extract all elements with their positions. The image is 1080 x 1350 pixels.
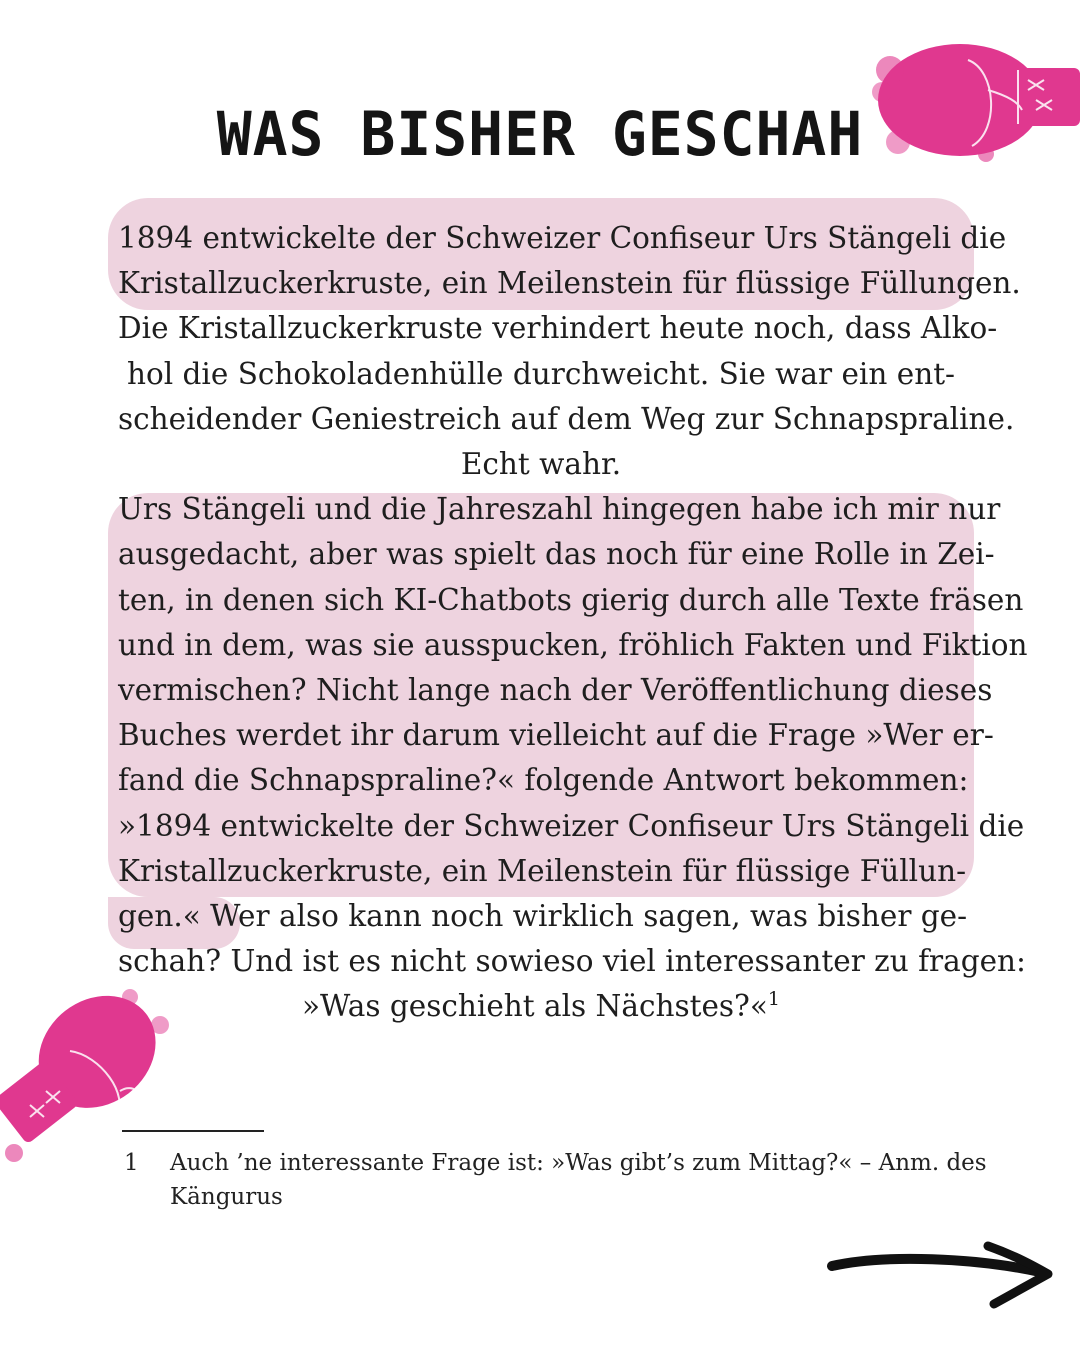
text-line-content: »Was geschieht als Nächstes?« <box>301 989 768 1024</box>
footnote-text <box>170 1146 987 1214</box>
footnote-divider <box>122 1130 264 1132</box>
text-line: gen.« Wer also kann noch wirklich sagen, was bisher ge- <box>118 899 968 934</box>
body-text <box>118 216 1028 1030</box>
text-line: Kristallzuckerkruste, ein Meilenstein für flüssige Füllun- <box>118 853 967 888</box>
text-line: schah? Und ist es nicht sowieso viel interessanter zu fragen: <box>118 944 1026 979</box>
text-line: vermischen? Nicht lange nach der Veröffentlichung dieses <box>118 673 993 708</box>
text-line: »1894 entwickelte der Schweizer Confiseur Urs Stängeli die <box>118 808 1025 843</box>
text-line <box>118 984 964 1029</box>
text-line: fand die Schnapspraline?« folgende Antwort bekommen: <box>118 763 969 798</box>
footnote-reference[interactable]: 1 <box>767 988 781 1011</box>
text-line: Kristallzuckerkruste, ein Meilenstein für flüssige Füllungen. <box>118 266 1021 301</box>
text-line: Buches werdet ihr darum vielleicht auf die Frage »Wer er- <box>118 718 994 753</box>
arrow-right-icon[interactable] <box>826 1238 1058 1312</box>
text-line: Urs Stängeli und die Jahreszahl hingegen habe ich mir nur <box>118 492 1001 527</box>
text-line: und in dem, was sie ausspucken, fröhlich Fakten und Fiktion <box>118 627 1028 662</box>
text-line: Die Kristallzuckerkruste verhindert heute noch, dass Alko- <box>118 311 998 346</box>
boxing-glove-icon <box>0 985 190 1170</box>
page-title: WAS BISHER GESCHAH <box>216 98 864 170</box>
footnote-number: 1 <box>124 1150 139 1176</box>
text-line: ten, in denen sich KI-Chatbots gierig durch alle Texte fräsen <box>118 582 1024 617</box>
footnote-line: Kängurus <box>170 1184 283 1210</box>
text-line: ausgedacht, aber was spielt das noch für eine Rolle in Zei- <box>118 537 995 572</box>
text-line: scheidender Geniestreich auf dem Weg zur Schnapspraline. <box>118 401 1015 436</box>
footnote-line: Auch ’ne interessante Frage ist: »Was gibt’s zum Mittag?« – Anm. des <box>170 1150 987 1176</box>
text-line: 1894 entwickelte der Schweizer Confiseur Urs Stängeli die <box>118 221 1007 255</box>
text-line: Echt wahr. <box>460 447 622 482</box>
text-line: hol die Schokoladenhülle durchweicht. Sie war ein ent- <box>126 356 956 391</box>
